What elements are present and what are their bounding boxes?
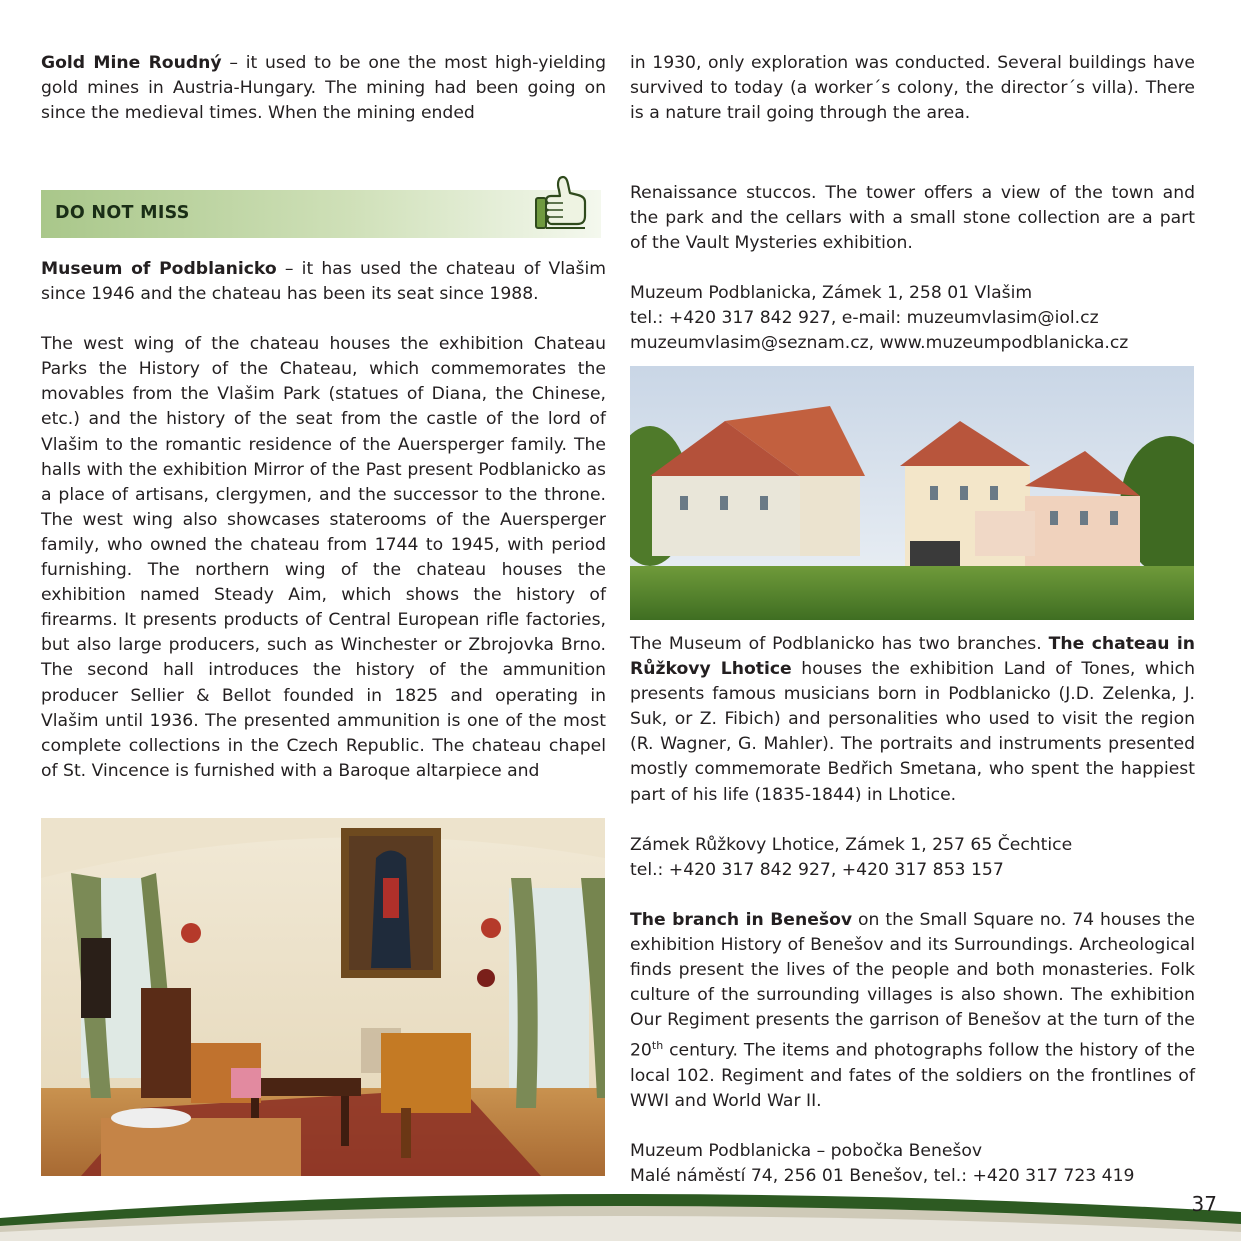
address-benesov-line1: Muzeum Podblanicka – pobočka Benešov	[630, 1141, 983, 1162]
lhotice-text: houses the exhibition Land of Tones, which presents famous musicians born in Podblanicko (J.D. Zelenka, J. Suk, or Z. Fibich) and personalities who used to visit the region (R. Wagner, G. Mahler). The portraits and instruments presented mostly commemorate Bedřich Smetana, who spent the happiest part of his life (1835-1844) in Lhotice.	[630, 659, 1196, 805]
do-not-miss-banner	[41, 190, 601, 238]
address-vlasim-line2: tel.: +420 317 842 927, e-mail: muzeumvlasim@iol.cz	[630, 308, 1099, 329]
lhotice-title: The chateau in Růžkovy Lhotice	[630, 634, 1195, 680]
west-wing-paragraph: The west wing of the chateau houses the exhibition Chateau Parks the History of the Chateau, which commemorates the movables from the Vlašim Park (statues of Diana, the Chinese, etc.) and the history of the seat from the castle of the lord of Vlašim to the romantic residence of the Auersperger family. The halls with the exhibition Mirror of the Past present Podblanicko as a place of artisans, clergymen, and the successor to the throne. The west wing also showcases staterooms of the Auersperger family, who owned the chateau from 1744 to 1945, with period furnishing. The northern wing of the chateau houses the exhibition named Steady Aim, which shows the history of firearms. It presents products of Central European rifle factories, but also large producers, such as Winchester or Zbrojovka Brno. The second hall introduces the history of the ammunition producer Sellier & Bellot founded in 1825 and operating in Vlašim until 1936. The presented ammunition is one of the most complete collections in the Czech Republic. The chateau chapel of St. Vincence is furnished with a Baroque altarpiece and	[41, 334, 606, 781]
chateau-interior-photo	[41, 818, 605, 1176]
gold-mine-text: – it used to be one the most high-yielding gold mines in Austria-Hungary. The mining had been going on since the medieval times. When the mining ended	[41, 53, 606, 124]
address-vlasim-line1: Muzeum Podblanicka, Zámek 1, 258 01 Vlašim	[630, 283, 1033, 304]
museum-right-column-top	[630, 181, 1195, 357]
intro-right-column	[630, 51, 1195, 126]
address-benesov-line2: Malé náměstí 74, 256 01 Benešov, tel.: +420 317 723 419	[630, 1166, 1135, 1187]
museum-intro-text: – it has used the chateau of Vlašim since 1946 and the chateau has been its seat since 1988.	[41, 259, 606, 305]
benesov-text-b: century. The items and photographs follow the history of the local 102. Regiment and fates of the soldiers on the frontlines of WWI and World War II.	[630, 1041, 1195, 1112]
benesov-title: The branch in Benešov	[630, 909, 853, 930]
gold-mine-text-continued: in 1930, only exploration was conducted. Several buildings have survived to today (a worker´s colony, the director´s villa). There is a nature trail going through the area.	[630, 53, 1195, 124]
address-lhotice-line2: tel.: +420 317 842 927, +420 317 853 157	[630, 859, 1004, 880]
branches-intro: The Museum of Podblanicko has two branches.	[630, 634, 1049, 654]
intro-left-column	[41, 51, 606, 126]
benesov-text-a: on the Small Square no. 74 houses the exhibition History of Benešov and its Surroundings. Archeological finds present the lives of the people and both monasteries. Folk culture of the surrounding villages is also shown. The exhibition Our Regiment presents the garrison of Benešov at the turn of the 20	[630, 909, 1195, 1062]
footer-arc	[0, 1190, 1241, 1241]
benesov-superscript: th	[651, 1039, 664, 1053]
page-number: 37	[1191, 1192, 1217, 1216]
chateau-exterior-photo	[630, 366, 1194, 620]
gold-mine-title: Gold Mine Roudný	[41, 53, 222, 73]
museum-title: Museum of Podblanicko	[41, 259, 277, 279]
thumbs-up-icon	[533, 174, 595, 236]
museum-right-column-bottom	[630, 632, 1195, 1190]
address-lhotice-line1: Zámek Růžkovy Lhotice, Zámek 1, 257 65 Čechtice	[630, 834, 1073, 855]
museum-left-column	[41, 257, 606, 784]
stuccos-paragraph: Renaissance stuccos. The tower offers a view of the town and the park and the cellars with a small stone collection are a part of the Vault Mysteries exhibition.	[630, 183, 1195, 254]
banner-label: DO NOT MISS	[55, 203, 190, 223]
address-vlasim-line3: muzeumvlasim@seznam.cz, www.muzeumpodblanicka.cz	[630, 333, 1129, 354]
